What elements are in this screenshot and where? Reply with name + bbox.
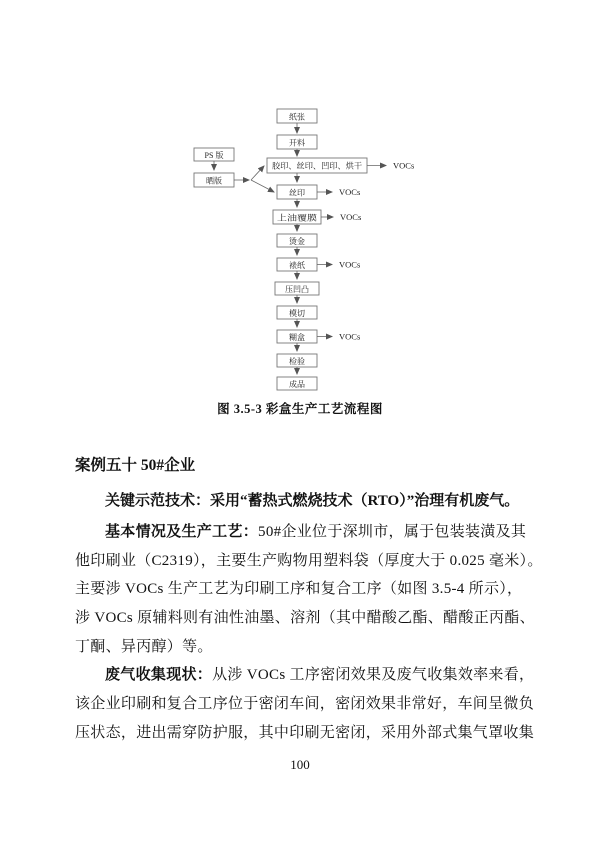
node-paper [277,109,317,123]
vocs-label: VOCs [339,331,361,342]
arrow-expose-to-printing [251,166,264,180]
paragraph-lines [75,518,543,748]
node-paper-mounting [277,258,317,271]
node-coating-laminating [273,210,321,224]
case-heading: 案例五十 50#企业 [75,457,196,474]
node-cutting-label: 开料 [289,138,305,148]
process-flow-diagram [0,100,600,400]
node-embossing [275,282,319,295]
para-collection-line3: 压状态，进出需穿防护服，其中印刷无密闭，采用外部式集气罩收集 [75,724,535,741]
node-box-gluing [277,330,317,343]
node-finished-product [277,377,317,390]
node-hot-stamping [277,234,317,247]
node-plate-exposing-label: 晒版 [206,176,222,186]
node-ps-plate-label: PS 版 [204,151,224,160]
node-ps-plate [194,148,234,161]
node-paper-label: 纸张 [289,112,305,122]
node-die-cutting [277,306,317,319]
para-collection-line1 [75,661,535,690]
node-silkscreen-label: 丝印 [289,188,305,198]
para-collection-lead: 废气收集现状： [105,667,213,684]
node-embossing-label: 压凹凸 [285,285,309,294]
arrow-expose-to-silkscreen [251,180,274,192]
para-basic-line5: 丁酮、异丙醇）等。 [75,638,213,655]
vocs-label: VOCs [340,212,362,222]
para-basic-line4: 涉 VOCs 原辅料则有油性油墨、溶剂（其中醋酸乙酯、醋酸正丙酯、 [75,610,535,627]
node-silkscreen [277,185,317,199]
node-printing-drying [267,158,367,173]
key-technology-line: 关键示范技术：采用“蓄热式燃烧技术（RTO）”治理有机废气。 [105,493,520,509]
para-collection-line1-rest: 从涉 VOCs 工序密闭效果及废气收集效率来看， [212,667,535,684]
para-collection-line2: 该企业印刷和复合工序位于密闭车间，密闭效果非常好，车间呈微负 [75,696,535,713]
vocs-label: VOCs [339,259,361,270]
para-basic-line1 [75,518,531,547]
node-coating-laminating-label: 上油覆膜 [277,213,309,223]
para-basic-line1-rest: 50#企业位于深圳市，属于包装装潢及其 [258,524,527,540]
node-inspection-label: 检验 [289,357,305,366]
para-basic-line3: 主要涉 VOCs 生产工艺为印刷工序和复合工序（如图 3.5-4 所示）， [75,581,523,598]
vocs-label: VOCs [339,187,361,197]
node-die-cutting-label: 模切 [289,309,305,318]
para-basic-line2: 他印刷业（C2319），主要生产购物用塑料袋（厚度大于 0.025 毫米）。 [75,552,543,569]
para-basic-lead: 基本情况及生产工艺： [105,524,259,540]
node-inspection [277,354,317,367]
node-paper-mounting-label: 裱纸 [289,261,305,270]
node-finished-product-label: 成品 [289,380,305,389]
vocs-label: VOCs [393,160,415,171]
page-number: 100 [290,757,310,772]
node-box-gluing-label: 糊盒 [289,333,305,342]
node-plate-exposing [194,173,234,187]
node-hot-stamping-label: 烫金 [289,237,305,246]
node-printing-drying-label: 胶印、丝印、凹印、烘干 [272,161,360,171]
node-cutting [277,135,317,149]
figure-caption: 图 3.5-3 彩盒生产工艺流程图 [217,402,383,416]
document-body [75,455,543,741]
